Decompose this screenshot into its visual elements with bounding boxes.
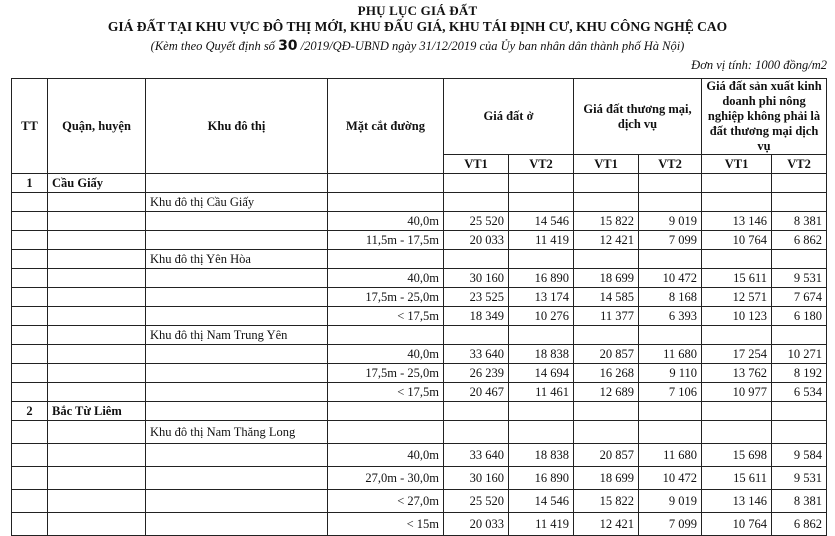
street-width: 17,5m - 25,0m: [328, 364, 444, 383]
price-cell: 9 584: [772, 444, 827, 467]
header-street: Mặt cắt đường: [328, 79, 444, 174]
table-row: [12, 364, 827, 383]
zone-row: [12, 193, 827, 212]
street-width: < 27,0m: [328, 490, 444, 513]
empty-cell: [12, 364, 48, 383]
zone-row: [12, 250, 827, 269]
price-cell: 13 174: [509, 288, 574, 307]
empty-cell: [146, 444, 328, 467]
header-commercial: Giá đất thương mại, dịch vụ: [574, 79, 702, 155]
price-cell: 17 254: [702, 345, 772, 364]
street-width: 40,0m: [328, 269, 444, 288]
zone-row: [12, 326, 827, 345]
price-cell: 11 419: [509, 513, 574, 536]
street-width: < 17,5m: [328, 383, 444, 402]
price-cell: 7 106: [639, 383, 702, 402]
street-width: < 15m: [328, 513, 444, 536]
empty-cell: [12, 444, 48, 467]
empty-cell: [12, 288, 48, 307]
table-row: [12, 212, 827, 231]
price-cell: 15 611: [702, 269, 772, 288]
price-cell: 8 381: [772, 212, 827, 231]
empty-cell: [639, 250, 702, 269]
header-zone: Khu đô thị: [146, 79, 328, 174]
empty-cell: [146, 212, 328, 231]
empty-cell: [574, 326, 639, 345]
empty-cell: [328, 193, 444, 212]
empty-cell: [509, 193, 574, 212]
price-cell: 14 546: [509, 212, 574, 231]
price-cell: 20 033: [444, 513, 509, 536]
empty-cell: [574, 193, 639, 212]
empty-cell: [48, 383, 146, 402]
price-cell: 9 531: [772, 467, 827, 490]
price-cell: 18 699: [574, 467, 639, 490]
empty-cell: [12, 513, 48, 536]
empty-cell: [146, 231, 328, 250]
price-cell: 20 467: [444, 383, 509, 402]
price-cell: 8 168: [639, 288, 702, 307]
price-cell: 12 571: [702, 288, 772, 307]
price-cell: 15 698: [702, 444, 772, 467]
empty-cell: [146, 345, 328, 364]
empty-cell: [48, 490, 146, 513]
price-cell: 26 239: [444, 364, 509, 383]
district-name: Cầu Giấy: [48, 174, 146, 193]
empty-cell: [146, 467, 328, 490]
empty-cell: [48, 269, 146, 288]
empty-cell: [772, 421, 827, 444]
price-cell: 10 271: [772, 345, 827, 364]
price-cell: 10 472: [639, 467, 702, 490]
empty-cell: [12, 231, 48, 250]
price-cell: 10 123: [702, 307, 772, 326]
price-cell: 6 862: [772, 231, 827, 250]
price-cell: 7 099: [639, 231, 702, 250]
empty-cell: [48, 513, 146, 536]
subtitle-suffix: /2019/QĐ-UBND ngày 31/12/2019 của Ủy ban nhân dân thành phố Hà Nội): [297, 39, 685, 53]
table-row: [12, 467, 827, 490]
street-width: 11,5m - 17,5m: [328, 231, 444, 250]
empty-cell: [574, 402, 639, 421]
empty-cell: [772, 402, 827, 421]
empty-cell: [574, 421, 639, 444]
empty-cell: [48, 193, 146, 212]
table-row: [12, 288, 827, 307]
header-district: Quận, huyện: [48, 79, 146, 174]
header-vt2: VT2: [509, 155, 574, 174]
price-cell: 23 525: [444, 288, 509, 307]
empty-cell: [146, 513, 328, 536]
table-row: [12, 345, 827, 364]
price-cell: 33 640: [444, 345, 509, 364]
empty-cell: [12, 345, 48, 364]
table-row: [12, 307, 827, 326]
decision-reference: [0, 38, 835, 54]
price-cell: 9 019: [639, 212, 702, 231]
empty-cell: [48, 444, 146, 467]
empty-cell: [146, 364, 328, 383]
zone-name: Khu đô thị Yên Hòa: [146, 250, 328, 269]
price-cell: 6 393: [639, 307, 702, 326]
empty-cell: [444, 193, 509, 212]
page-heading: GIÁ ĐẤT TẠI KHU VỰC ĐÔ THỊ MỚI, KHU ĐẤU GIÁ, KHU TÁI ĐỊNH CƯ, KHU CÔNG NGHỆ CAO: [107, 19, 728, 34]
price-cell: 9 019: [639, 490, 702, 513]
tt-cell: 1: [12, 174, 48, 193]
price-cell: 13 146: [702, 212, 772, 231]
empty-cell: [328, 174, 444, 193]
header-vt1: VT1: [444, 155, 509, 174]
price-cell: 30 160: [444, 269, 509, 288]
price-cell: 9 110: [639, 364, 702, 383]
zone-name: Khu đô thị Cầu Giấy: [146, 193, 328, 212]
empty-cell: [146, 288, 328, 307]
price-cell: 12 689: [574, 383, 639, 402]
empty-cell: [772, 174, 827, 193]
table-row: [12, 444, 827, 467]
price-cell: 10 472: [639, 269, 702, 288]
empty-cell: [444, 326, 509, 345]
empty-cell: [48, 421, 146, 444]
empty-cell: [574, 174, 639, 193]
empty-cell: [12, 467, 48, 490]
price-cell: 6 534: [772, 383, 827, 402]
unit-note: Đơn vị tính: 1000 đồng/m2: [691, 58, 827, 72]
empty-cell: [574, 250, 639, 269]
empty-cell: [48, 231, 146, 250]
price-cell: 16 890: [509, 269, 574, 288]
street-width: 27,0m - 30,0m: [328, 467, 444, 490]
price-cell: 12 421: [574, 231, 639, 250]
subtitle-prefix: (Kèm theo Quyết định số: [150, 39, 279, 53]
empty-cell: [146, 490, 328, 513]
price-cell: 8 381: [772, 490, 827, 513]
price-cell: 11 461: [509, 383, 574, 402]
zone-name: Khu đô thị Nam Trung Yên: [146, 326, 328, 345]
page-title: PHỤ LỤC GIÁ ĐẤT: [357, 3, 478, 18]
empty-cell: [639, 402, 702, 421]
empty-cell: [146, 383, 328, 402]
price-cell: 12 421: [574, 513, 639, 536]
empty-cell: [48, 250, 146, 269]
empty-cell: [702, 193, 772, 212]
empty-cell: [702, 402, 772, 421]
empty-cell: [509, 402, 574, 421]
price-cell: 6 180: [772, 307, 827, 326]
table-row: [12, 269, 827, 288]
empty-cell: [12, 383, 48, 402]
price-cell: 13 762: [702, 364, 772, 383]
price-cell: 9 531: [772, 269, 827, 288]
table-row: [12, 231, 827, 250]
price-cell: 11 419: [509, 231, 574, 250]
table-row: [12, 490, 827, 513]
empty-cell: [48, 364, 146, 383]
table-body: [12, 174, 827, 536]
empty-cell: [444, 250, 509, 269]
price-cell: 13 146: [702, 490, 772, 513]
price-cell: 15 822: [574, 490, 639, 513]
price-cell: 15 822: [574, 212, 639, 231]
empty-cell: [444, 421, 509, 444]
empty-cell: [328, 250, 444, 269]
header-vt1: VT1: [702, 155, 772, 174]
empty-cell: [12, 269, 48, 288]
empty-cell: [146, 269, 328, 288]
empty-cell: [772, 250, 827, 269]
price-cell: 33 640: [444, 444, 509, 467]
header-vt1: VT1: [574, 155, 639, 174]
empty-cell: [48, 307, 146, 326]
empty-cell: [772, 193, 827, 212]
zone-row: [12, 421, 827, 444]
empty-cell: [12, 490, 48, 513]
price-cell: 16 268: [574, 364, 639, 383]
price-cell: 10 977: [702, 383, 772, 402]
empty-cell: [48, 345, 146, 364]
empty-cell: [509, 326, 574, 345]
street-width: 40,0m: [328, 212, 444, 231]
price-cell: 14 546: [509, 490, 574, 513]
zone-name: Khu đô thị Nam Thăng Long: [146, 421, 328, 444]
price-cell: 25 520: [444, 490, 509, 513]
header-nonagri: Giá đất sản xuất kinh doanh phi nông nghiệp không phải là đất thương mại dịch vụ: [702, 79, 827, 155]
street-width: 40,0m: [328, 345, 444, 364]
empty-cell: [509, 421, 574, 444]
price-cell: 30 160: [444, 467, 509, 490]
empty-cell: [48, 212, 146, 231]
street-width: < 17,5m: [328, 307, 444, 326]
price-cell: 6 862: [772, 513, 827, 536]
price-cell: 18 838: [509, 444, 574, 467]
street-width: 17,5m - 25,0m: [328, 288, 444, 307]
decision-number: 30: [278, 38, 298, 54]
price-cell: 8 192: [772, 364, 827, 383]
table-row: [12, 513, 827, 536]
empty-cell: [639, 421, 702, 444]
district-name: Bắc Từ Liêm: [48, 402, 146, 421]
price-cell: 15 611: [702, 467, 772, 490]
empty-cell: [328, 421, 444, 444]
empty-cell: [444, 402, 509, 421]
empty-cell: [12, 307, 48, 326]
empty-cell: [328, 402, 444, 421]
price-cell: 10 764: [702, 513, 772, 536]
header-residential: Giá đất ở: [444, 79, 574, 155]
empty-cell: [146, 402, 328, 421]
empty-cell: [639, 174, 702, 193]
header-vt2: VT2: [639, 155, 702, 174]
district-row: [12, 402, 827, 421]
empty-cell: [48, 326, 146, 345]
empty-cell: [702, 250, 772, 269]
price-cell: 16 890: [509, 467, 574, 490]
empty-cell: [48, 467, 146, 490]
empty-cell: [444, 174, 509, 193]
district-row: [12, 174, 827, 193]
price-cell: 7 674: [772, 288, 827, 307]
price-cell: 11 680: [639, 444, 702, 467]
land-price-table: [11, 78, 827, 536]
empty-cell: [12, 326, 48, 345]
empty-cell: [328, 326, 444, 345]
empty-cell: [12, 212, 48, 231]
price-cell: 20 033: [444, 231, 509, 250]
empty-cell: [12, 193, 48, 212]
empty-cell: [48, 288, 146, 307]
price-cell: 18 838: [509, 345, 574, 364]
tt-cell: 2: [12, 402, 48, 421]
empty-cell: [509, 250, 574, 269]
price-cell: 11 377: [574, 307, 639, 326]
street-width: 40,0m: [328, 444, 444, 467]
table-row: [12, 383, 827, 402]
price-cell: 20 857: [574, 444, 639, 467]
empty-cell: [146, 174, 328, 193]
price-cell: 20 857: [574, 345, 639, 364]
price-cell: 14 585: [574, 288, 639, 307]
empty-cell: [12, 421, 48, 444]
empty-cell: [639, 193, 702, 212]
empty-cell: [772, 326, 827, 345]
empty-cell: [146, 307, 328, 326]
price-cell: 25 520: [444, 212, 509, 231]
header-tt: TT: [12, 79, 48, 174]
empty-cell: [702, 421, 772, 444]
empty-cell: [702, 326, 772, 345]
empty-cell: [12, 250, 48, 269]
price-cell: 7 099: [639, 513, 702, 536]
empty-cell: [509, 174, 574, 193]
header-vt2: VT2: [772, 155, 827, 174]
price-cell: 10 764: [702, 231, 772, 250]
price-cell: 14 694: [509, 364, 574, 383]
price-cell: 10 276: [509, 307, 574, 326]
empty-cell: [639, 326, 702, 345]
empty-cell: [702, 174, 772, 193]
price-cell: 18 349: [444, 307, 509, 326]
price-cell: 18 699: [574, 269, 639, 288]
price-cell: 11 680: [639, 345, 702, 364]
